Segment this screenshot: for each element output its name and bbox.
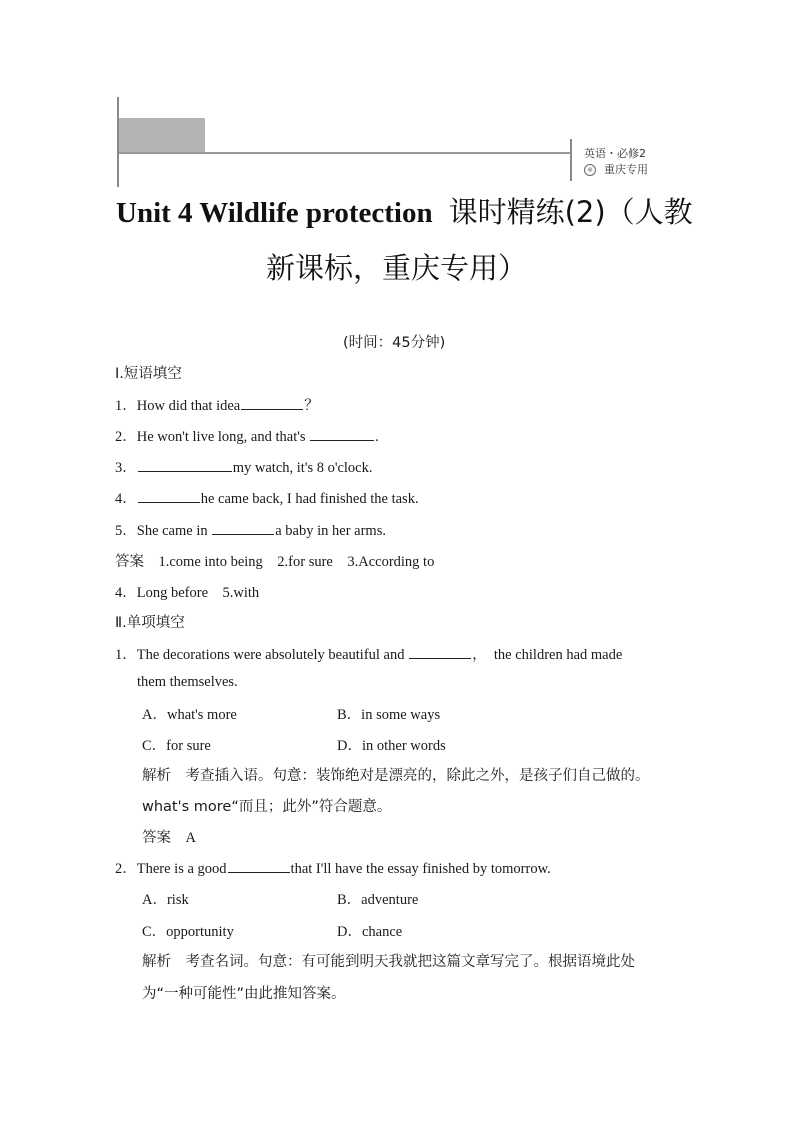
answer-blank	[138, 457, 232, 472]
answer-blank	[138, 488, 200, 503]
analysis-text: 考查名词。句意：有可能到明天我就把这篇文章写完了。根据语境此处	[185, 954, 635, 970]
item-text-after: .	[375, 429, 379, 445]
time-limit: (时间：45分钟)	[343, 335, 446, 351]
item-number: 5．	[115, 523, 137, 539]
list-item	[115, 519, 386, 540]
list-item	[115, 394, 319, 415]
item-text: She came in	[136, 523, 212, 539]
item-text-after: he came back, I had finished the task.	[200, 491, 419, 507]
question-2	[115, 857, 551, 878]
item-number: 4．	[115, 491, 137, 507]
analysis-label: 解析	[142, 954, 171, 970]
item-number: 1．	[115, 647, 137, 663]
analysis-2	[142, 950, 635, 971]
section1-answer	[115, 550, 434, 571]
header-region-text: 重庆专用	[604, 163, 648, 176]
item-text-after: my watch, it's 8 o'clock.	[232, 460, 373, 476]
title-chinese: 课时精练(2)（人教	[448, 195, 693, 229]
option-c: C．for sure	[142, 738, 211, 754]
answer-text: 1.come into being 2.for sure 3.According to	[158, 554, 435, 570]
title-english: Unit 4 Wildlife protection	[116, 197, 433, 229]
analysis-1-cont: what's more“而且；此外”符合题意。	[142, 799, 392, 815]
list-item	[115, 425, 379, 446]
item-number: 2．	[115, 429, 137, 445]
header-gray-block	[119, 118, 205, 152]
section2-heading: Ⅱ.单项填空	[115, 615, 185, 631]
list-item	[115, 456, 372, 477]
answer-blank	[228, 858, 290, 873]
answer-blank	[212, 520, 274, 535]
answer-value: A	[185, 830, 196, 846]
option-b: B．in some ways	[337, 707, 441, 723]
item-number: 2．	[115, 861, 137, 877]
answer-blank	[310, 426, 374, 441]
list-item	[115, 487, 419, 508]
option-b: B．adventure	[337, 892, 419, 908]
header-region	[584, 161, 648, 177]
option-d: D．in other words	[337, 738, 446, 754]
option-a: A．what's more	[142, 707, 237, 723]
analysis-2-cont: 为“一种可能性”由此推知答案。	[142, 986, 346, 1002]
question-text-after: that I'll have the essay finished by tomorrow.	[290, 861, 551, 877]
answer-label: 答案	[142, 830, 171, 846]
section1-heading: Ⅰ.短语填空	[115, 366, 182, 382]
analysis-1	[142, 764, 650, 785]
header-right-rule	[570, 139, 572, 181]
option-a: A．risk	[142, 892, 189, 908]
option-c: C．opportunity	[142, 924, 234, 940]
header-subject: 英语・必修2	[584, 147, 646, 160]
circle-x-icon: ※	[584, 164, 596, 176]
question-1	[115, 643, 622, 664]
section1-answer-cont: 4．Long before 5.with	[115, 585, 260, 601]
page-title-line1	[116, 190, 693, 231]
item-text: He won't live long, and that's	[136, 429, 310, 445]
question-text: The decorations were absolutely beautiful and	[136, 647, 409, 663]
option-d: D．chance	[337, 924, 403, 940]
header-rule	[119, 152, 571, 154]
item-text: How did that idea	[136, 398, 241, 414]
analysis-label: 解析	[142, 768, 171, 784]
item-number: 3．	[115, 460, 137, 476]
item-text-after: a baby in her arms.	[275, 523, 386, 539]
item-text-after: ？	[304, 398, 319, 414]
question-text: There is a good	[136, 861, 227, 877]
question-text-after: ， the children had made	[472, 647, 623, 663]
answer-1	[142, 826, 196, 847]
answer-blank	[241, 395, 303, 410]
question-1-cont: them themselves.	[137, 674, 238, 690]
answer-label: 答案	[115, 554, 144, 570]
item-number: 1．	[115, 398, 137, 414]
answer-blank	[409, 644, 471, 659]
analysis-text: 考查插入语。句意：装饰绝对是漂亮的，除此之外，是孩子们自己做的。	[185, 768, 650, 784]
page-title-line2: 新课标，重庆专用）	[266, 251, 528, 285]
